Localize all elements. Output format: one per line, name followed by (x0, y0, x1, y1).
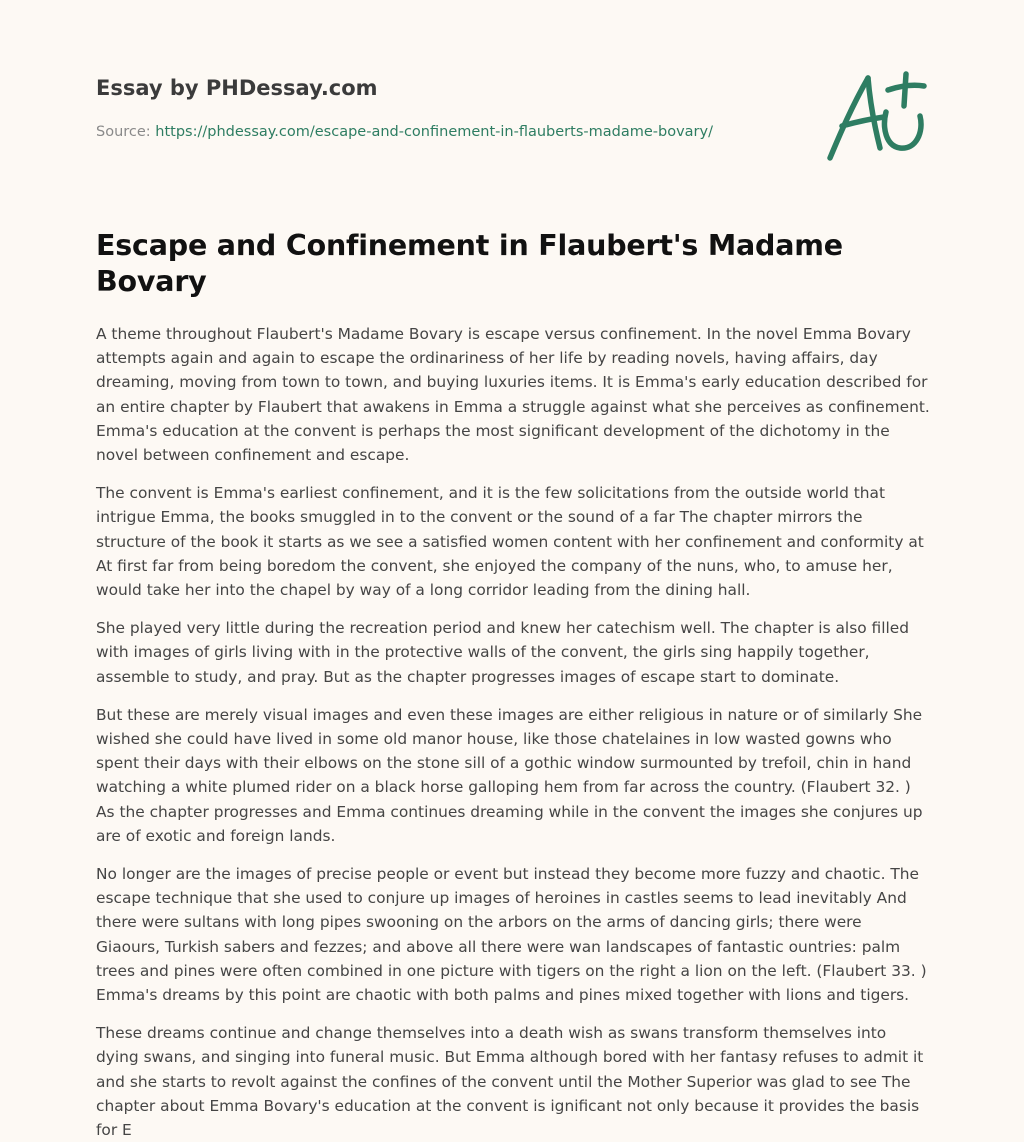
essay-paragraph: But these are merely visual images and even these images are either religious in nature or of similarly She wished she could have lived in some old manor house, like those chatelaines in low wasted gowns who spent their days with their elbows on the stone sill of a gothic window surmounted by trefoil, chin in hand watching a white plumed rider on a black horse galloping hem from far across the country. (Flaubert 32. ) As the chapter progresses and Emma continues dreaming while in the convent the images she conjures up are of exotic and foreign lands. (96, 705, 923, 845)
essay-paragraph: A theme throughout Flaubert's Madame Bovary is escape versus confinement. In the novel Emma Bovary attempts again and again to escape the ordinariness of her life by reading novels, having affairs, day dreaming, moving from town to town, and buying luxuries items. It is Emma's early education described for an entire chapter by Flaubert that awakens in Emma a struggle against what she perceives as confinement. Emma's education at the convent is perhaps the most significant development of the dichotomy in the novel between confinement and escape. (96, 325, 930, 465)
essay-paragraph: These dreams continue and change themselves into a death wish as swans transform themselves into dying swans, and singing into funeral music. But Emma although bored with her fantasy refuses to admit it and she starts to revolt against the confines of the convent until the Mother Superior was glad to see The chapter about Emma Bovary's education at the convent is ignificant not only because it provides the basis for E (96, 1024, 924, 1140)
page-header (96, 0, 930, 200)
essay-title: Escape and Confinement in Flaubert's Madame Bovary (96, 229, 843, 298)
essay-body (96, 322, 930, 1142)
a-plus-grade-icon (824, 66, 934, 166)
essay-paragraph: The convent is Emma's earliest confinement, and it is the few solicitations from the outside world that intrigue Emma, the books smuggled in to the convent or the sound of a far The chapter mirrors the structure of the book it starts as we see a satisfied women content with her confinement and conformity at At first far from being boredom the convent, she enjoyed the company of the nuns, who, to amuse her, would take her into the chapel by way of a long corridor leading from the dining hall. (96, 484, 924, 600)
site-brand: Essay by PHDessay.com (96, 76, 378, 100)
essay-paragraph: She played very little during the recreation period and knew her catechism well. The chapter is also filled with images of girls living with in the protective walls of the convent, the girls sing happily together, assemble to study, and pray. But as the chapter progresses images of escape start to dominate. (96, 619, 910, 686)
source-line (96, 124, 713, 140)
source-link[interactable]: https://phdessay.com/escape-and-confinement-in-flauberts-madame-bovary/ (155, 124, 713, 140)
source-label: Source: (96, 124, 151, 140)
essay-paragraph: No longer are the images of precise people or event but instead they become more fuzzy and chaotic. The escape technique that she used to conjure up images of heroines in castles seems to lead inevitably And there were sultans with long pipes swooning on the arbors on the arms of dancing girls; there were Giaours, Turkish sabers and fezzes; and above all there were wan landscapes of fantastic ountries: palm trees and pines were often combined in one picture with tigers on the right a lion on the left. (Flaubert 33. ) Emma's dreams by this point are chaotic with both palms and pines mixed together with lions and tigers. (96, 865, 927, 1005)
